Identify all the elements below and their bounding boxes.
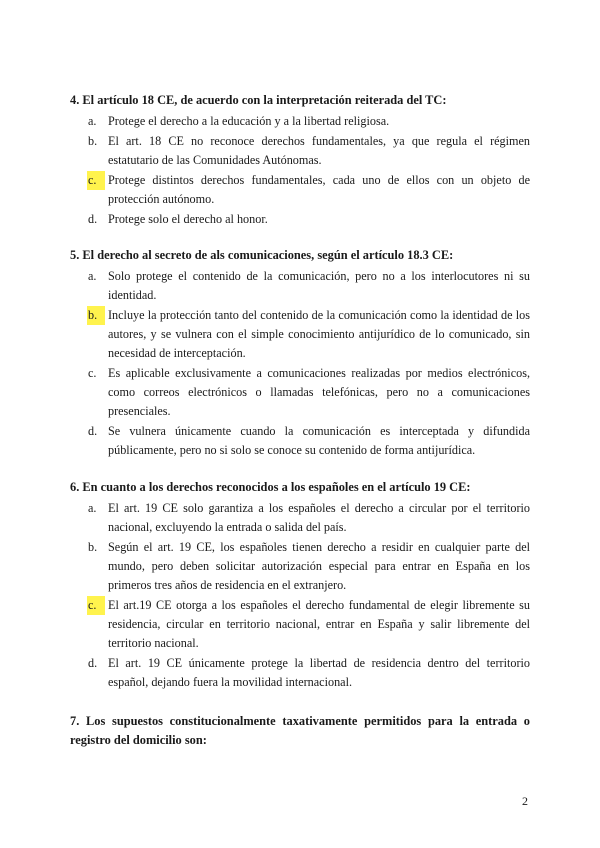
question-title: 5. El derecho al secreto de als comunicaciones, según el artículo 18.3 CE: xyxy=(70,248,454,262)
option-a xyxy=(70,267,530,305)
option-text: Solo protege el contenido de la comunicación, pero no a los interlocutores ni su identidad. xyxy=(108,269,530,302)
option-text: Se vulnera únicamente cuando la comunicación es interceptada y difundida públicamente, pero no si solo se conoce su contenido de forma antijurídica. xyxy=(108,424,530,457)
option-text: Según el art. 19 CE, los españoles tienen derecho a residir en cualquier parte del mundo, pero deben solicitar autorización especial para entrar en España en los primeros tres años de residencia en el extranjero. xyxy=(108,540,530,592)
page-number: 2 xyxy=(522,794,528,808)
option-letter: d. xyxy=(88,212,98,226)
option-letter: c. xyxy=(88,366,97,380)
option-text: Incluye la protección tanto del contenido de la comunicación como la identidad de los autores, y se vulnera con el simple conocimiento antijurídico de lo comunicado, sin necesidad de interceptación. xyxy=(108,308,530,360)
option-c xyxy=(70,364,530,421)
option-text: El art. 19 CE solo garantiza a los españoles el derecho a circular por el territorio nacional, excluyendo la entrada o salida del país. xyxy=(108,501,530,534)
option-text: El art. 19 CE únicamente protege la libertad de residencia dentro del territorio español, dejando fuera la movilidad internacional. xyxy=(108,656,530,689)
option-text: Protege distintos derechos fundamentales, cada uno de ellos con un objeto de protección autónomo. xyxy=(108,173,530,206)
question-5 xyxy=(70,246,530,461)
option-text: Es aplicable exclusivamente a comunicaciones realizadas por medios electrónicos, como correos electrónicos o llamadas telefónicas, pero no a comunicaciones presenciales. xyxy=(108,366,530,418)
option-a xyxy=(70,112,530,131)
question-title-line-2: registro del domicilio son: xyxy=(70,733,207,747)
option-a xyxy=(70,499,530,537)
question-title: 4. El artículo 18 CE, de acuerdo con la interpretación reiterada del TC: xyxy=(70,93,447,107)
option-b xyxy=(70,538,530,595)
option-letter-highlighted: c. xyxy=(87,171,105,190)
option-text: Protege el derecho a la educación y a la libertad religiosa. xyxy=(108,114,390,128)
options-list xyxy=(70,112,530,229)
option-b-correct xyxy=(70,306,530,363)
question-6 xyxy=(70,478,530,693)
options-list xyxy=(70,499,530,692)
option-text: Protege solo el derecho al honor. xyxy=(108,212,268,226)
question-title: 6. En cuanto a los derechos reconocidos a los españoles en el artículo 19 CE: xyxy=(70,480,471,494)
option-letter: a. xyxy=(88,114,97,128)
option-text: El art.19 CE otorga a los españoles el derecho fundamental de elegir libremente su residencia, circular en territorio nacional, entrar en España y salir libremente del territorio nacional. xyxy=(108,598,530,650)
option-letter-highlighted: b. xyxy=(87,306,105,325)
option-b xyxy=(70,132,530,170)
option-d xyxy=(70,422,530,460)
option-letter: a. xyxy=(88,501,97,515)
question-7 xyxy=(70,712,530,750)
option-c-correct xyxy=(70,596,530,653)
option-letter: b. xyxy=(88,134,98,148)
question-4 xyxy=(70,91,530,230)
option-d xyxy=(70,654,530,692)
option-letter: a. xyxy=(88,269,97,283)
options-list xyxy=(70,267,530,460)
question-title-line-1: 7. Los supuestos constitucionalmente taxativamente permitidos para la entrada o xyxy=(70,714,530,728)
option-d xyxy=(70,210,530,229)
option-c-correct xyxy=(70,171,530,209)
option-letter: d. xyxy=(88,656,98,670)
option-letter: b. xyxy=(88,540,98,554)
option-text: El art. 18 CE no reconoce derechos fundamentales, ya que regula el régimen estatutario de las Comunidades Autónomas. xyxy=(108,134,530,167)
option-letter-highlighted: c. xyxy=(87,596,105,615)
option-letter: d. xyxy=(88,424,98,438)
